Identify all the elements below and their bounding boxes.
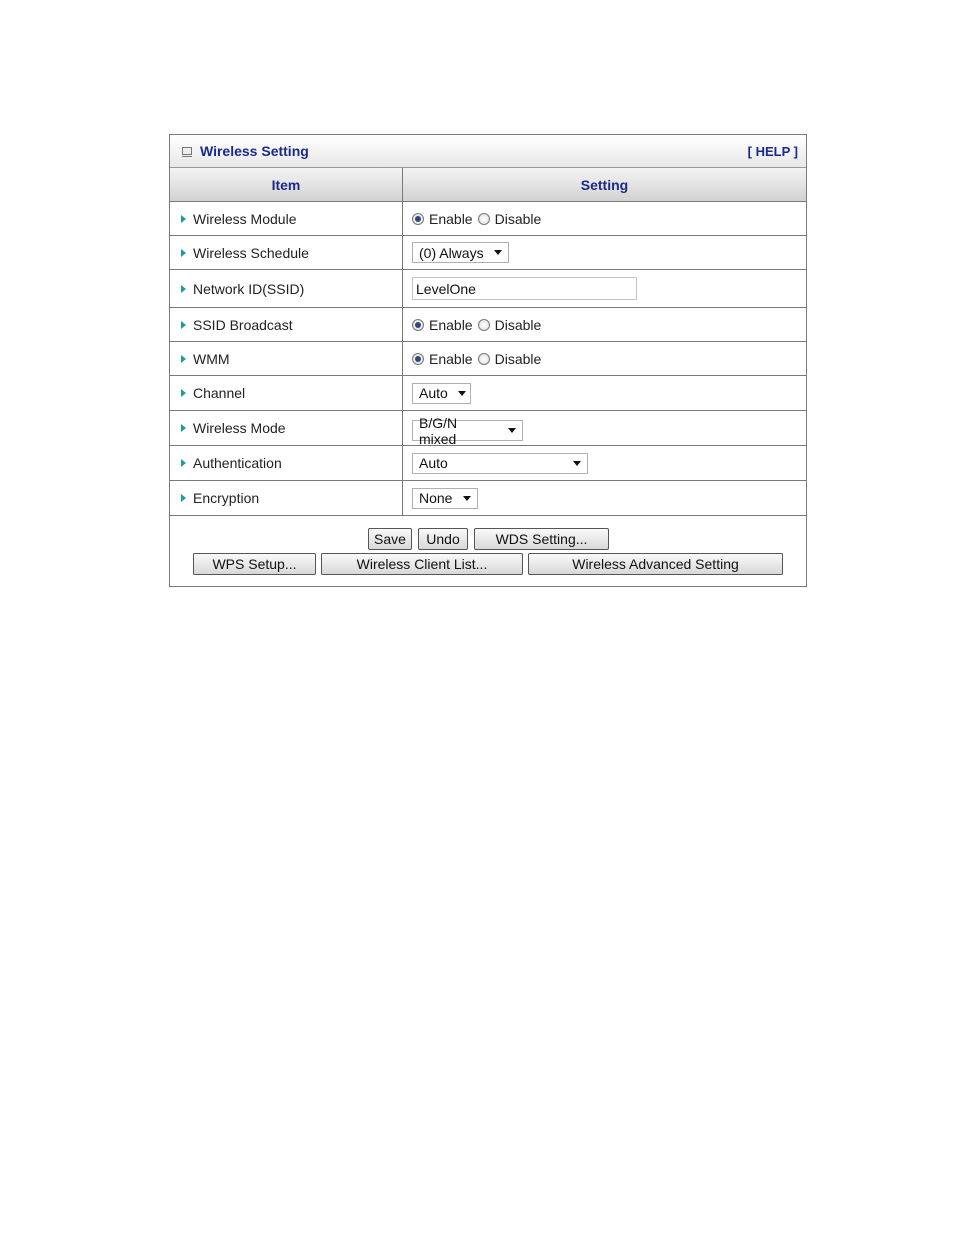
row-label: Channel	[193, 385, 246, 401]
column-header-setting: Setting	[403, 168, 807, 202]
row-ssid-broadcast	[170, 308, 806, 342]
bullet-arrow-icon	[181, 459, 186, 467]
bullet-arrow-icon	[181, 249, 186, 257]
encryption-select[interactable]: None	[412, 488, 478, 509]
wireless-mode-select[interactable]: B/G/N mixed	[412, 420, 523, 441]
panel-title: Wireless Setting	[200, 143, 309, 159]
row-channel	[170, 376, 806, 411]
chevron-down-icon	[458, 391, 466, 396]
bullet-arrow-icon	[181, 494, 186, 502]
row-label: Encryption	[193, 490, 260, 506]
row-label: WMM	[193, 350, 230, 367]
save-button[interactable]: Save	[368, 528, 412, 550]
wmm-enable-radio[interactable]	[412, 353, 424, 365]
settings-table	[170, 168, 806, 516]
row-label: Authentication	[193, 455, 282, 471]
button-area	[170, 516, 806, 586]
bullet-arrow-icon	[181, 389, 186, 397]
row-wireless-schedule	[170, 236, 806, 270]
ssid-broadcast-radio-group: Enable Disable	[412, 317, 806, 333]
help-link[interactable]: [ HELP ]	[747, 143, 798, 159]
wireless-module-radio-group: Enable Disable	[412, 211, 806, 227]
row-label: Wireless Mode	[193, 420, 286, 436]
bullet-arrow-icon	[181, 424, 186, 432]
channel-select[interactable]: Auto	[412, 383, 471, 404]
wireless-setting-panel	[169, 134, 807, 587]
chevron-down-icon	[494, 250, 502, 255]
row-label: SSID Broadcast	[193, 316, 293, 333]
wps-setup-button[interactable]: WPS Setup...	[193, 553, 316, 575]
wmm-disable-radio[interactable]	[478, 353, 490, 365]
row-authentication	[170, 446, 806, 481]
bullet-arrow-icon	[181, 285, 186, 293]
column-header-item: Item	[170, 168, 403, 202]
row-label: Network ID(SSID)	[193, 280, 305, 297]
window-icon	[182, 147, 192, 155]
row-wireless-mode	[170, 411, 806, 446]
panel-titlebar	[170, 135, 806, 168]
row-label: Wireless Schedule	[193, 244, 309, 261]
bullet-arrow-icon	[181, 355, 186, 363]
ssid-broadcast-enable-radio[interactable]	[412, 319, 424, 331]
wireless-module-enable-radio[interactable]	[412, 213, 424, 225]
wireless-client-list-button[interactable]: Wireless Client List...	[321, 553, 523, 575]
ssid-input[interactable]	[412, 277, 637, 300]
wmm-radio-group: Enable Disable	[412, 351, 806, 367]
wireless-module-disable-radio[interactable]	[478, 213, 490, 225]
ssid-broadcast-disable-radio[interactable]	[478, 319, 490, 331]
chevron-down-icon	[463, 496, 471, 501]
wds-setting-button[interactable]: WDS Setting...	[474, 528, 609, 550]
row-label: Wireless Module	[193, 210, 297, 227]
chevron-down-icon	[573, 461, 581, 466]
row-wmm	[170, 342, 806, 376]
chevron-down-icon	[508, 428, 516, 433]
wireless-advanced-setting-button[interactable]: Wireless Advanced Setting	[528, 553, 783, 575]
table-header	[170, 168, 806, 202]
wireless-schedule-select[interactable]: (0) Always	[412, 242, 509, 263]
row-ssid	[170, 270, 806, 308]
bullet-arrow-icon	[181, 321, 186, 329]
undo-button[interactable]: Undo	[418, 528, 468, 550]
bullet-arrow-icon	[181, 215, 186, 223]
row-wireless-module	[170, 202, 806, 236]
authentication-select[interactable]: Auto	[412, 453, 588, 474]
row-encryption	[170, 481, 806, 516]
